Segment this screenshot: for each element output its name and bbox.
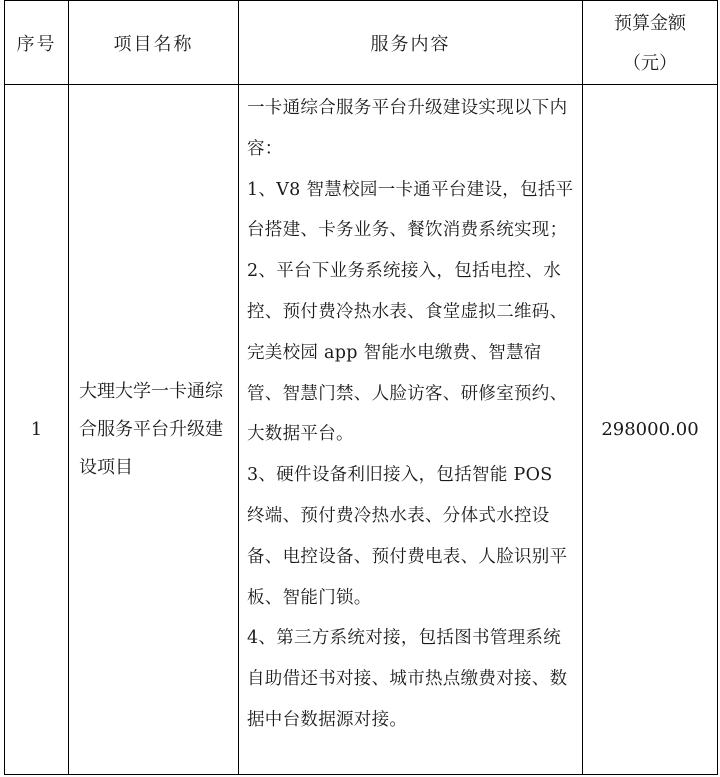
header-project-name: 项目名称 — [69, 1, 239, 85]
row-budget-amount: 298000.00 — [583, 85, 718, 775]
header-budget-unit: （元） — [623, 52, 677, 74]
procurement-table — [4, 0, 718, 775]
content-paragraph: 4、第三方系统对接，包括图书管理系统自助借还书对接、城市热点缴费对接、数据中台数据源对接。 — [247, 628, 568, 730]
row-index: 1 — [5, 85, 69, 775]
row-project-name: 大理大学一卡通综合服务平台升级建设项目 — [69, 85, 239, 775]
table-header-row — [5, 1, 718, 85]
header-index: 序号 — [5, 1, 69, 85]
header-budget — [583, 1, 718, 85]
header-budget-label: 预算金额 — [614, 12, 686, 34]
procurement-table-container — [4, 0, 717, 774]
content-paragraph: 1、V8 智慧校园一卡通平台建设，包括平台搭建、卡务业务、餐饮消费系统实现； — [247, 179, 574, 241]
table-row — [5, 85, 718, 775]
header-service-content: 服务内容 — [239, 1, 583, 85]
content-paragraph: 2、平台下业务系统接入，包括电控、水控、预付费冷热水表、食堂虚拟二维码、完美校园 app 智能水电缴费、智慧宿管、智慧门禁、人脸访客、研修室预约、大数据平台。 — [247, 261, 568, 445]
content-paragraph: 3、硬件设备利旧接入，包括智能 POS 终端、预付费冷热水表、分体式水控设备、电控设备、预付费电表、人脸识别平板、智能门锁。 — [247, 465, 568, 608]
row-service-content — [239, 85, 583, 775]
content-paragraph: 一卡通综合服务平台升级建设实现以下内容： — [247, 98, 568, 159]
